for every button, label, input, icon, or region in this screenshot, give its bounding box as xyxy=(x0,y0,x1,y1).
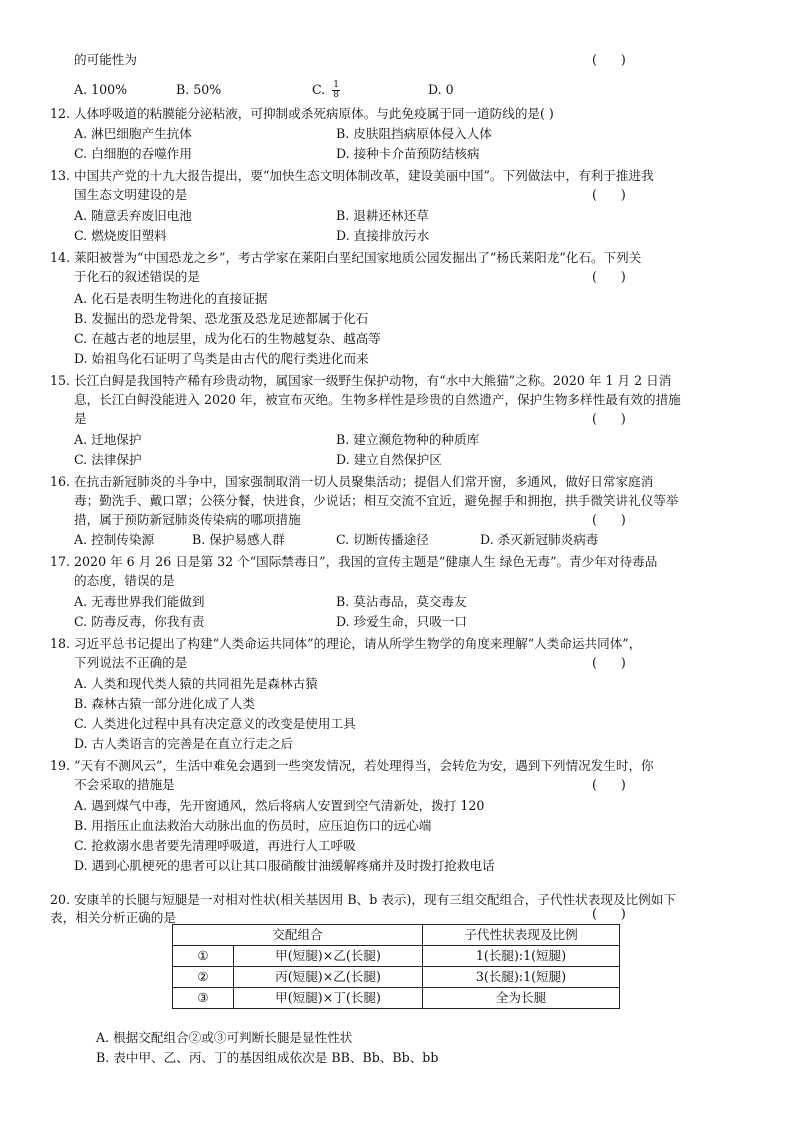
q14-option-c: C. 在越古老的地层里，成为化石的生物越复杂、越高等 xyxy=(74,331,381,346)
q15-option-a: A. 迁地保护 xyxy=(74,432,142,447)
table-cell-id: ① xyxy=(173,946,234,967)
q18-option-d: D. 古人类语言的完善是在直立行走之后 xyxy=(74,736,294,751)
q11-answer-bracket: ( ) xyxy=(592,52,626,67)
q12-stem: 12. 人体呼吸道的粘膜能分泌粘液，可抑制或杀死病原体。与此免疫属于同一道防线的是( ) xyxy=(50,106,554,121)
table-row xyxy=(173,988,620,1009)
q20-stem-line-1: 20. 安康羊的长腿与短腿是一对相对性状(相关基因用 B、b 表示)，现有三组交配组合，子代性状表现及比例如下 xyxy=(50,892,676,907)
q18-option-a: A. 人类和现代类人猿的共同祖先是森林古猿 xyxy=(74,676,318,691)
table-header-cross: 交配组合 xyxy=(173,925,423,946)
q17-option-b: B. 莫沾毒品，莫交毒友 xyxy=(336,594,467,609)
q12-option-b: B. 皮肤阻挡病原体侵入人体 xyxy=(336,126,492,141)
q18-stem-line-1: 18. 习近平总书记提出了构建“人类命运共同体”的理论，请从所学生物学的角度来理解“人类命运共同体”， xyxy=(50,636,642,651)
q16-option-c: C. 切断传播途径 xyxy=(336,532,429,547)
q15-option-d: D. 建立自然保护区 xyxy=(336,452,442,467)
q15-option-b: B. 建立濒危物种的种质库 xyxy=(336,432,480,447)
q14-option-b: B. 发掘出的恐龙骨架、恐龙蛋及恐龙足迹都属于化石 xyxy=(74,311,369,326)
q20-answer-bracket: ( ) xyxy=(592,906,626,921)
q14-stem-line-1: 14. 莱阳被誉为“中国恐龙之乡”，考古学家在莱阳白垩纪国家地质公园发掘出了“杨氏莱阳龙”化石。下列关 xyxy=(50,250,642,265)
q11-stem-continuation: 的可能性为 xyxy=(74,52,137,67)
q16-stem-line-2: 毒；勤洗手、戴口罩；公筷分餐，快进食，少说话；相互交流不宜近，避免握手和拥抱，拱手微笑讲礼仪等举 xyxy=(74,493,679,508)
table-cell-id: ② xyxy=(173,967,234,988)
q20-option-b: B. 表中甲、乙、丙、丁的基因组成依次是 BB、Bb、Bb、bb xyxy=(96,1050,439,1065)
q15-stem-line-3: 是 xyxy=(74,411,87,426)
q13-stem-line-2: 国生态文明建设的是 xyxy=(74,187,188,202)
q16-stem-line-3: 措，属于预防新冠肺炎传染病的哪项措施 xyxy=(74,512,301,527)
q18-option-b: B. 森林古猿一部分进化成了人类 xyxy=(74,696,255,711)
q17-option-c: C. 防毒反毒，你我有责 xyxy=(74,614,205,629)
q12-option-c: C. 白细胞的吞噬作用 xyxy=(74,146,192,161)
table-cell-cross: 丙(短腿)×乙(长腿) xyxy=(234,967,423,988)
table-cell-result: 1(长腿):1(短腿) xyxy=(423,946,620,967)
q16-answer-bracket: ( ) xyxy=(592,512,626,527)
q13-stem-line-1: 13. 中国共产党的十九大报告提出，要“加快生态文明体制改革，建设美丽中国”。下列做法中，有利于推进我 xyxy=(50,168,654,183)
q15-stem-line-2: 息，长江白鲟没能进入 2020 年，被宣布灭绝。生物多样性是珍贵的自然遗产，保护生物多样性最有效的措施 xyxy=(74,392,681,407)
fraction-numerator: 1 xyxy=(333,80,339,90)
q13-answer-bracket: ( ) xyxy=(592,187,626,202)
q16-option-b: B. 保护易感人群 xyxy=(192,532,285,547)
q13-option-c: C. 燃烧废旧塑料 xyxy=(74,228,167,243)
q11-option-d: D. 0 xyxy=(428,82,454,97)
q17-option-d: D. 珍爱生命，只吸一口 xyxy=(336,614,467,629)
q17-stem-line-1: 17. 2020 年 6 月 26 日是第 32 个“国际禁毒日”，我国的宣传主题是“健康人生 绿色无毒”。青少年对待毒品 xyxy=(50,554,658,569)
q11-option-b: B. 50% xyxy=(176,82,222,97)
q11-option-c-label: C. xyxy=(312,82,326,97)
q11-option-c-fraction xyxy=(332,81,340,100)
q20-option-a: A. 根据交配组合②或③可判断长腿是显性性状 xyxy=(96,1030,353,1045)
q16-option-d: D. 杀灭新冠肺炎病毒 xyxy=(480,532,599,547)
q19-stem-line-2: 不会采取的措施是 xyxy=(74,777,175,792)
q18-answer-bracket: ( ) xyxy=(592,655,626,670)
q19-option-d: D. 遇到心肌梗死的患者可以让其口服硝酸甘油缓解疼痛并及时拨打抢救电话 xyxy=(74,858,495,873)
q14-option-d: D. 始祖鸟化石证明了鸟类是由古代的爬行类进化而来 xyxy=(74,351,369,366)
table-row xyxy=(173,946,620,967)
q17-option-a: A. 无毒世界我们能做到 xyxy=(74,594,205,609)
table-header-offspring: 子代性状表现及比例 xyxy=(423,925,620,946)
q18-option-c: C. 人类进化过程中具有决定意义的改变是使用工具 xyxy=(74,716,356,731)
q12-option-d: D. 接种卡介苗预防结核病 xyxy=(336,146,480,161)
q12-option-a: A. 淋巴细胞产生抗体 xyxy=(74,126,192,141)
table-cell-id: ③ xyxy=(173,988,234,1009)
q13-option-b: B. 退耕还林还草 xyxy=(336,208,429,223)
table-header-row xyxy=(173,925,620,946)
table-row xyxy=(173,967,620,988)
table-cell-result: 全为长腿 xyxy=(423,988,620,1009)
q19-stem-line-1: 19. “天有不测风云”，生活中难免会遇到一些突发情况，若处理得当，会转危为安，遇到下列情况发生时，你 xyxy=(50,758,654,773)
q11-option-a: A. 100% xyxy=(74,82,128,97)
q17-stem-line-2: 的态度，错误的是 xyxy=(74,573,175,588)
q14-stem-line-2: 于化石的叙述错误的是 xyxy=(74,269,200,284)
q18-stem-line-2: 下列说法不正确的是 xyxy=(74,655,188,670)
q15-answer-bracket: ( ) xyxy=(592,411,626,426)
q13-option-a: A. 随意丢弃废旧电池 xyxy=(74,208,192,223)
q15-option-c: C. 法律保护 xyxy=(74,452,142,467)
q19-option-a: A. 遇到煤气中毒，先开窗通风，然后将病人安置到空气清新处，拨打 120 xyxy=(74,798,485,813)
q13-option-d: D. 直接排放污水 xyxy=(336,228,430,243)
table-cell-cross: 甲(短腿)×丁(长腿) xyxy=(234,988,423,1009)
q11-option-c xyxy=(312,80,340,100)
q16-option-a: A. 控制传染源 xyxy=(74,532,155,547)
q19-option-b: B. 用指压止血法救治大动脉出血的伤员时，应压迫伤口的远心端 xyxy=(74,818,432,833)
q20-stem-line-2: 表，相关分析正确的是 xyxy=(50,910,176,925)
table-cell-result: 3(长腿):1(短腿) xyxy=(423,967,620,988)
fraction-denominator: 8 xyxy=(333,90,339,100)
q14-option-a: A. 化石是表明生物进化的直接证据 xyxy=(74,291,268,306)
q16-stem-line-1: 16. 在抗击新冠肺炎的斗争中，国家强制取消一切人员聚集活动；提倡人们常开窗，多通风，做好日常家庭消 xyxy=(50,474,654,489)
table-cell-cross: 甲(短腿)×乙(长腿) xyxy=(234,946,423,967)
q19-option-c: C. 抢救溺水患者要先清理呼吸道，再进行人工呼吸 xyxy=(74,838,356,853)
q19-answer-bracket: ( ) xyxy=(592,777,626,792)
q15-stem-line-1: 15. 长江白鲟是我国特产稀有珍贵动物，属国家一级野生保护动物，有“水中大熊猫”之称。2020 年 1 月 2 日消 xyxy=(50,373,672,388)
q14-answer-bracket: ( ) xyxy=(592,269,626,284)
cross-results-table xyxy=(172,924,620,1009)
